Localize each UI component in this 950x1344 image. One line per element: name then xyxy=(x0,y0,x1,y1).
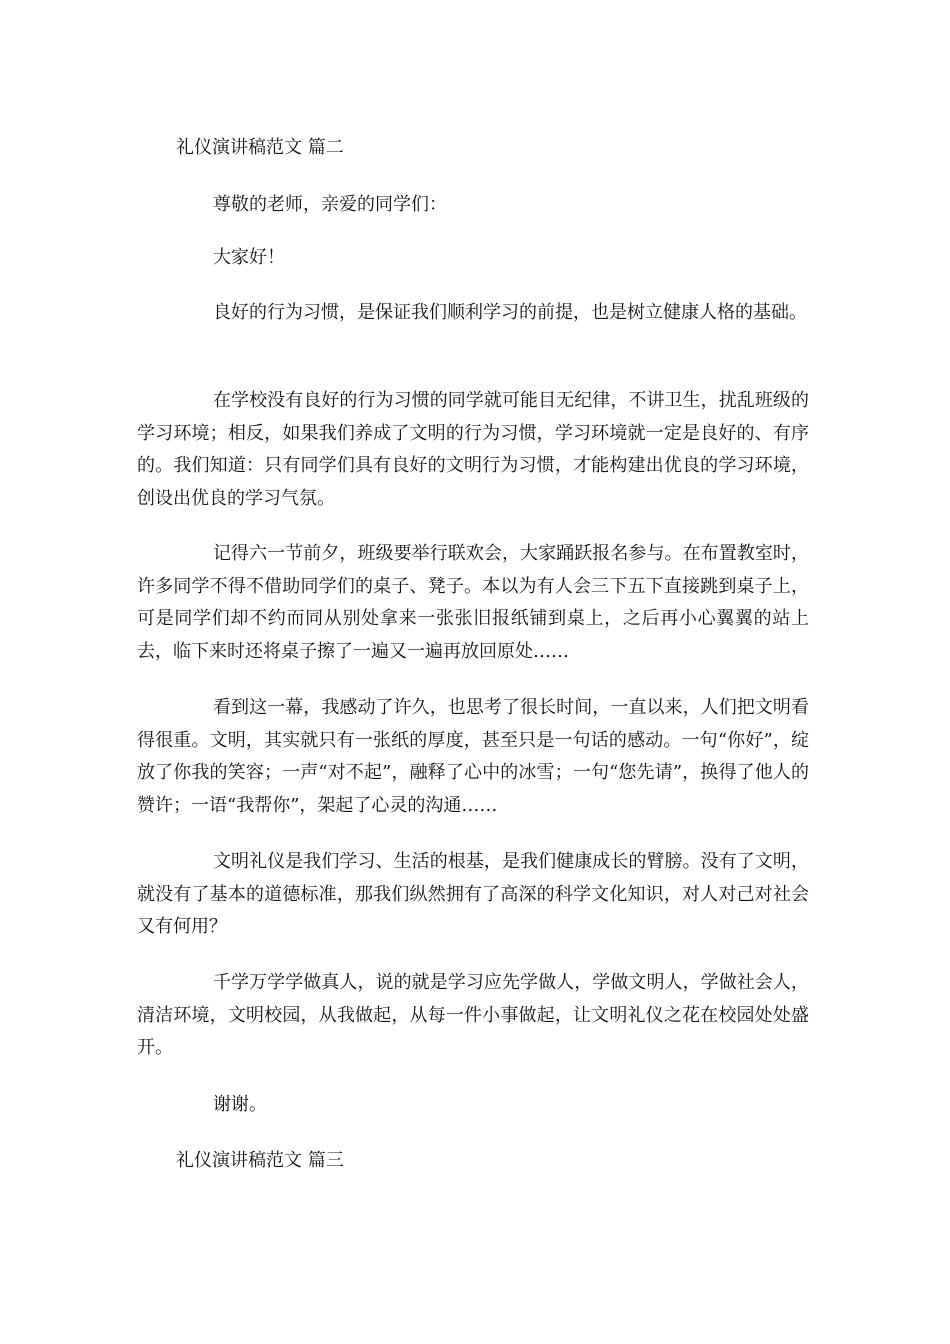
paragraph-4: 看到这一幕，我感动了许久，也思考了很长时间，一直以来，人们把文明看得很重。文明，其实就只有一张纸的厚度，甚至只是一句话的感动。一句“你好”，绽放了你我的笑容；一声“对不起”，融释了心中的冰雪；一句“您先请”，换得了他人的赞许；一语“我帮你”，架起了心灵的沟通…… xyxy=(137,697,809,816)
paragraph-2: 在学校没有良好的行为习惯的同学就可能目无纪律，不讲卫生，扰乱班级的学习环境；相反，如果我们养成了文明的行为习惯，学习环境就一定是良好的、有序的。我们知道：只有同学们具有良好的文明行为习惯，才能构建出优良的学习环境，创设出优良的学习气氛。 xyxy=(137,390,809,509)
closing: 谢谢。 xyxy=(213,1094,267,1115)
section-heading-2: 礼仪演讲稿范文 篇二 xyxy=(176,137,344,158)
salutation: 尊敬的老师，亲爱的同学们： xyxy=(213,194,447,215)
greeting: 大家好！ xyxy=(213,247,285,268)
paragraph-6: 千学万学学做真人，说的就是学习应先学做人，学做文明人，学做社会人，清洁环境，文明校园，从我做起，从每一件小事做起，让文明礼仪之花在校园处处盛开。 xyxy=(137,972,809,1058)
paragraph-5: 文明礼仪是我们学习、生活的根基，是我们健康成长的臂膀。没有了文明，就没有了基本的道德标准，那我们纵然拥有了高深的科学文化知识，对人对己对社会又有何用？ xyxy=(137,851,809,937)
paragraph-1: 良好的行为习惯，是保证我们顺利学习的前提，也是树立健康人格的基础。 xyxy=(213,302,807,323)
paragraph-3: 记得六一节前夕，班级要举行联欢会，大家踊跃报名参与。在布置教室时，许多同学不得不借助同学们的桌子、凳子。本以为有人会三下五下直接跳到桌子上，可是同学们却不约而同从别处拿来一张张旧报纸铺到桌上，之后再小心翼翼的站上去，临下来时还将桌子擦了一遍又一遍再放回原处…… xyxy=(137,543,809,662)
section-heading-3: 礼仪演讲稿范文 篇三 xyxy=(176,1150,344,1171)
